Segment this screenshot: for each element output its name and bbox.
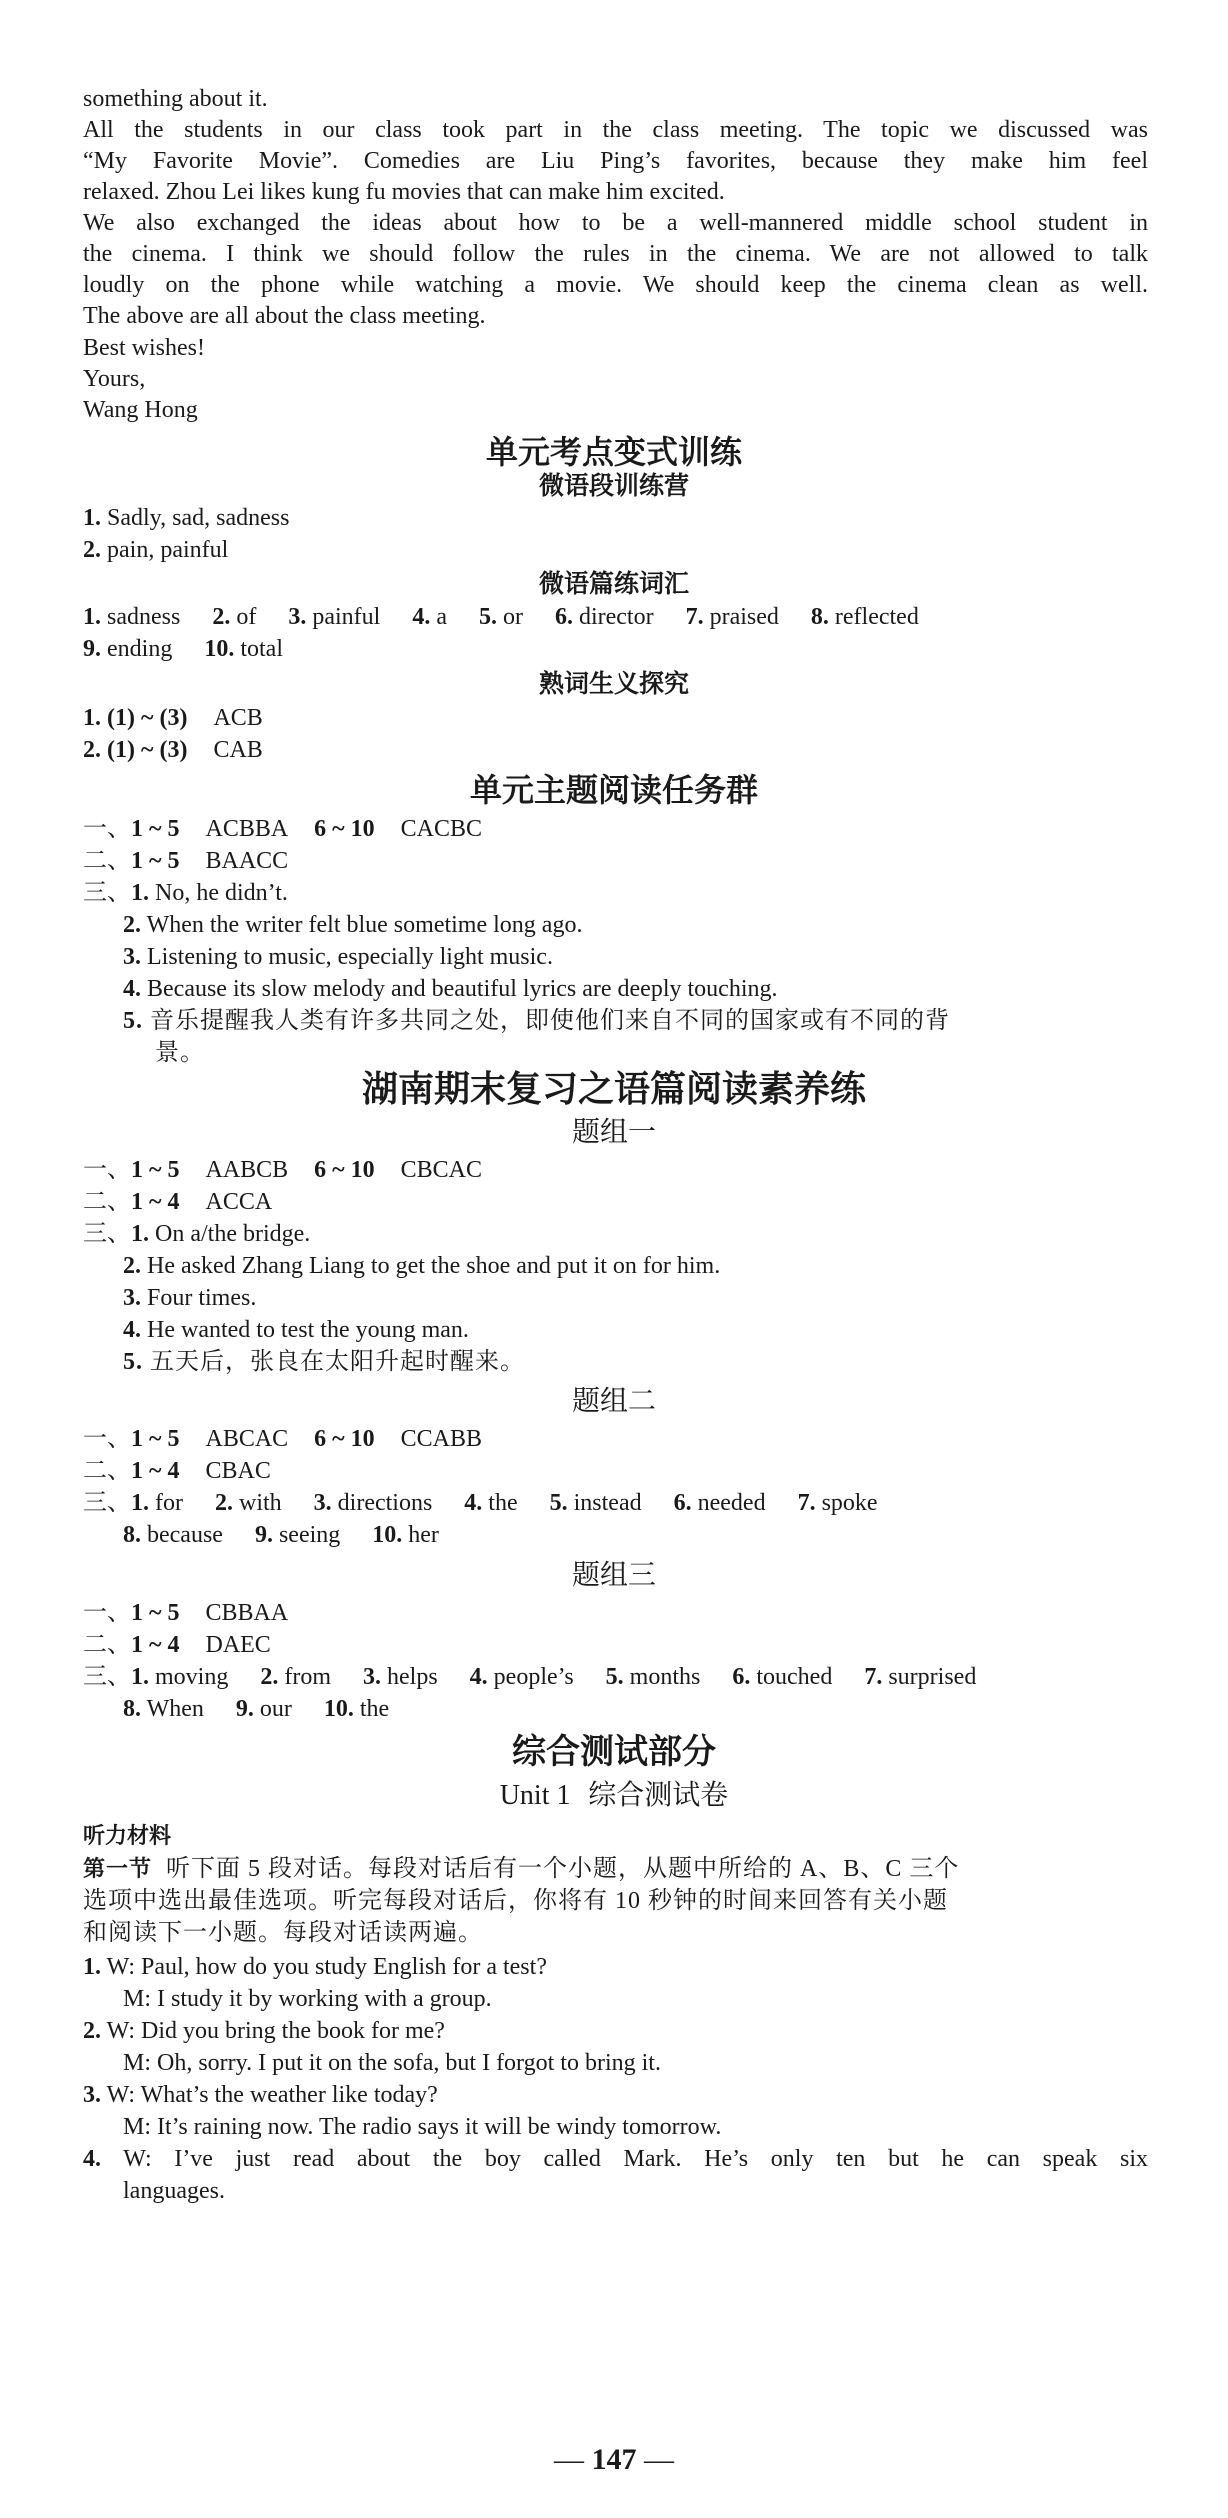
dialogue-line: 4. W: I’ve just read about the boy called Mark. He’s only ten but he can speak six	[83, 2146, 1148, 2172]
dialogue-line: M: I study it by working with a group.	[123, 1986, 492, 2012]
letter-line: All the students in our class took part in the class meeting. The topic we discussed was	[83, 117, 1148, 143]
section-title: 单元考点变式训练	[485, 433, 742, 471]
letter-line: the cinema. I think we should follow the rules in the cinema. We are not allowed to talk	[83, 241, 1148, 267]
group-title: 题组三	[571, 1558, 656, 1591]
answer-line: 三、1. On a/the bridge.	[83, 1221, 311, 1247]
answer-line: 景。	[155, 1040, 205, 1066]
answer-line: 二、1 ~ 4 ACCA	[83, 1189, 273, 1215]
dialogue-line: languages.	[123, 2178, 225, 2204]
group-title: 题组二	[571, 1384, 656, 1417]
letter-line: We also exchanged the ideas about how to be a well-mannered middle school student in	[83, 210, 1148, 236]
answer-line: 2. pain, painful	[83, 537, 229, 563]
letter-line: “My Favorite Movie”. Comedies are Liu Ping’s favorites, because they make him feel	[83, 148, 1148, 174]
section-title: 单元主题阅读任务群	[469, 771, 758, 809]
section-title: 综合测试部分	[512, 1732, 716, 1772]
letter-signature: Wang Hong	[83, 397, 198, 423]
letter-line: something about it.	[83, 86, 268, 112]
answer-line: 一、1 ~ 5 CBBAA	[83, 1600, 289, 1626]
section-title: 湖南期末复习之语篇阅读素养练	[361, 1069, 866, 1110]
letter-closing: Yours,	[83, 366, 146, 392]
answer-line: 8. because 9. seeing 10. her	[123, 1522, 439, 1548]
answer-line: 一、1 ~ 5 ACBBA 6 ~ 10 CACBC	[83, 816, 483, 842]
subsection-title: 微语段训练营	[538, 471, 689, 500]
answer-line: 4. He wanted to test the young man.	[123, 1317, 469, 1343]
answer-line: 1. (1) ~ (3) ACB	[83, 705, 263, 731]
answer-line: 三、1. No, he didn’t.	[83, 880, 288, 906]
dialogue-line: 3. W: What’s the weather like today?	[83, 2082, 438, 2108]
letter-line: loudly on the phone while watching a movie. We should keep the cinema clean as well.	[83, 272, 1148, 298]
instruction-line: 选项中选出最佳选项。听完每段对话后，你将有 10 秒钟的时间来回答有关小题	[83, 1888, 948, 1914]
subsection-title: 微语篇练词汇	[538, 569, 689, 598]
answer-line: 一、1 ~ 5 AABCB 6 ~ 10 CBCAC	[83, 1157, 483, 1183]
instruction-line: 和阅读下一小题。每段对话读两遍。	[83, 1920, 483, 1946]
dialogue-line: 1. W: Paul, how do you study English for a test?	[83, 1954, 547, 1980]
answer-line: 2. He asked Zhang Liang to get the shoe and put it on for him.	[123, 1253, 721, 1279]
answer-line: 9. ending 10. total	[83, 636, 283, 662]
answer-line: 2. When the writer felt blue sometime long ago.	[123, 912, 583, 938]
letter-closing: Best wishes!	[83, 335, 205, 361]
letter-line: The above are all about the class meeting.	[83, 303, 486, 329]
answer-line: 3. Listening to music, especially light music.	[123, 944, 553, 970]
dialogue-line: M: It’s raining now. The radio says it will be windy tomorrow.	[123, 2114, 722, 2140]
group-title: 题组一	[571, 1115, 656, 1148]
answer-line: 5. 五天后，张良在太阳升起时醒来。	[123, 1349, 525, 1375]
answer-line: 二、1 ~ 4 DAEC	[83, 1632, 271, 1658]
answer-line: 1. Sadly, sad, sadness	[83, 505, 290, 531]
answer-line: 2. (1) ~ (3) CAB	[83, 737, 263, 763]
unit-title: Unit 1 综合测试卷	[499, 1778, 729, 1811]
answer-line: 一、1 ~ 5 ABCAC 6 ~ 10 CCABB	[83, 1426, 483, 1452]
page-number: — 147 —	[554, 2443, 674, 2476]
listening-label: 听力材料	[83, 1824, 172, 1849]
dialogue-line: 2. W: Did you bring the book for me?	[83, 2018, 445, 2044]
answer-line: 3. Four times.	[123, 1285, 257, 1311]
dialogue-line: M: Oh, sorry. I put it on the sofa, but I forgot to bring it.	[123, 2050, 661, 2076]
answer-line: 二、1 ~ 4 CBAC	[83, 1458, 271, 1484]
instruction-line: 第一节 听下面 5 段对话。每段对话后有一个小题，从题中所给的 A、B、C 三个	[83, 1856, 960, 1882]
answer-line: 三、1. for 2. with 3. directions 4. the 5. instead 6. needed 7. spoke	[83, 1490, 878, 1516]
letter-line: relaxed. Zhou Lei likes kung fu movies that can make him excited.	[83, 179, 725, 205]
answer-line: 二、1 ~ 5 BAACC	[83, 848, 289, 874]
answer-line: 8. When 9. our 10. the	[123, 1696, 390, 1722]
answer-line: 5. 音乐提醒我人类有许多共同之处，即使他们来自不同的国家或有不同的背	[123, 1008, 950, 1034]
answer-line: 4. Because its slow melody and beautiful lyrics are deeply touching.	[123, 976, 778, 1002]
subsection-title: 熟词生义探究	[538, 669, 689, 698]
answer-line: 三、1. moving 2. from 3. helps 4. people’s 5. months 6. touched 7. surprised	[83, 1664, 977, 1690]
answer-line: 1. sadness 2. of 3. painful 4. a 5. or 6. director 7. praised 8. reflected	[83, 604, 919, 630]
